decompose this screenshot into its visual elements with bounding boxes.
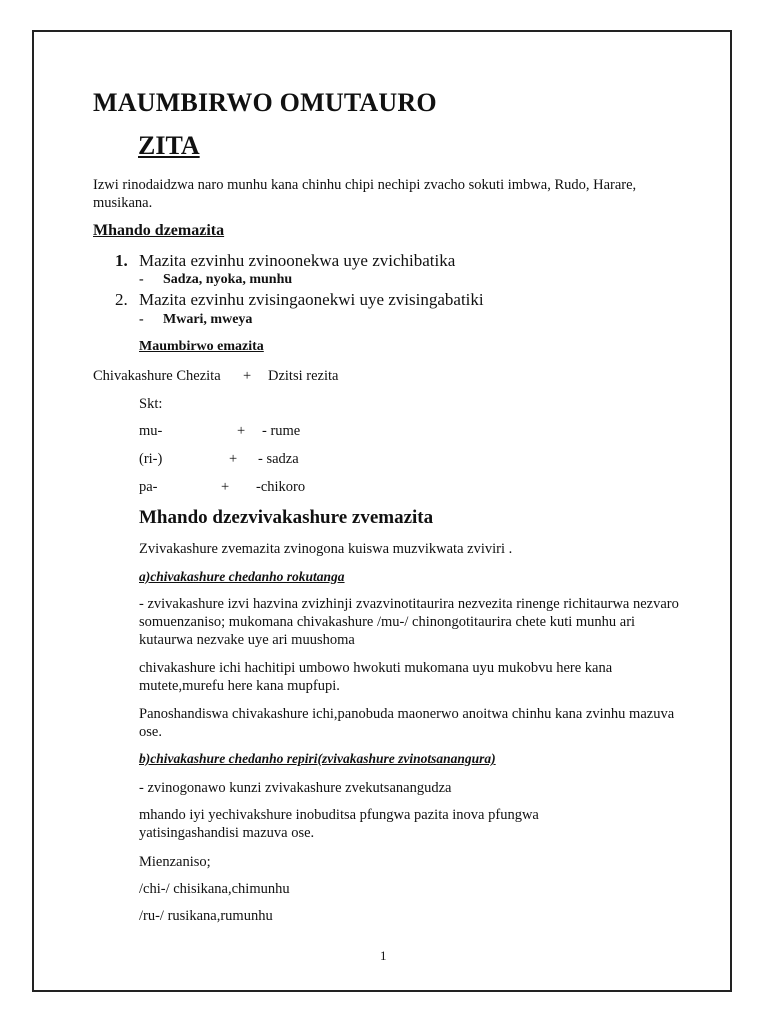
definition-paragraph: Izwi rinodaidzwa naro munhu kana chinhu chipi nechipi zvacho sokuti imbwa, Rudo, Harare, musikana. [93, 177, 637, 211]
section-title-zita: ZITA [138, 131, 200, 160]
section-a-paragraph-1: - zvivakashure izvi hazvina zvizhinji zvazvinotitaurira nezvezita rinenge richitaurwa nezvaro somuenzaniso; mukomana chivakashure /mu-/ chinongotitaurira chete kuti munhu ari kutaurwa nezvake uye ari muushoma [139, 596, 679, 648]
list-examples-1: Sadza, nyoka, munhu [163, 272, 293, 287]
example-prefix: (ri-) [139, 451, 163, 467]
section-b-paragraph-2: mhando iyi yechivakshure inobuditsa pfungwa pazita inova pfungwa yatisingashandisi mazuva ose. [139, 807, 539, 841]
mienzaniso-label: Mienzaniso; [139, 854, 211, 870]
prefix-types-heading: Mhando dzezvivakashure zvemazita [139, 507, 434, 528]
example-plus: + [221, 479, 230, 495]
list-number-1: 1. [115, 251, 128, 270]
page-number: 1 [380, 948, 387, 963]
example-prefix: pa- [139, 479, 158, 495]
example-stem: -chikoro [256, 479, 306, 495]
list-dash-1: - [139, 272, 144, 287]
mienzaniso-item: /ru-/ rusikana,rumunhu [139, 908, 273, 924]
list-item-2: Mazita ezvinhu zvisingaonekwi uye zvisingabatiki [139, 290, 484, 309]
formula-plus: + [243, 368, 252, 384]
list-item-1: Mazita ezvinhu zvinoonekwa uye zvichibatika [139, 251, 456, 270]
list-dash-2: - [139, 312, 144, 327]
list-examples-2: Mwari, mweya [163, 312, 253, 327]
formula-right: Dzitsi rezita [268, 368, 339, 384]
example-plus: + [237, 423, 246, 439]
example-prefix: mu- [139, 423, 163, 439]
formation-heading: Maumbirwo emazita [139, 339, 264, 354]
section-a-paragraph-3: Panoshandiswa chivakashure ichi,panobuda maonerwo anoitwa chinhu kana zvinhu mazuva ose. [139, 706, 675, 740]
document-title: MAUMBIRWO OMUTAURO [93, 88, 437, 117]
example-plus: + [229, 451, 238, 467]
mienzaniso-item: /chi-/ chisikana,chimunhu [139, 881, 290, 897]
section-a-paragraph-2: chivakashure ichi hachitipi umbowo hwokuti mukomana uyu mukobvu here kana mutete,murefu here kana mupfupi. [139, 660, 613, 694]
example-stem: - rume [262, 423, 301, 439]
section-a-heading: a)chivakashure chedanho rokutanga [139, 569, 345, 584]
prefix-intro: Zvivakashure zvemazita zvinogona kuiswa muzvikwata zviviri . [139, 541, 513, 557]
example-stem: - sadza [258, 451, 299, 467]
list-number-2: 2. [115, 290, 128, 309]
formula-left: Chivakashure Chezita [93, 368, 221, 384]
skt-label: Skt: [139, 396, 163, 412]
section-b-heading: b)chivakashure chedanho repiri(zvivakashure zvinotsanangura) [139, 751, 496, 766]
section-b-paragraph-1: - zvinogonawo kunzi zvivakashure zvekutsanangudza [139, 780, 452, 796]
types-heading: Mhando dzemazita [93, 222, 225, 239]
